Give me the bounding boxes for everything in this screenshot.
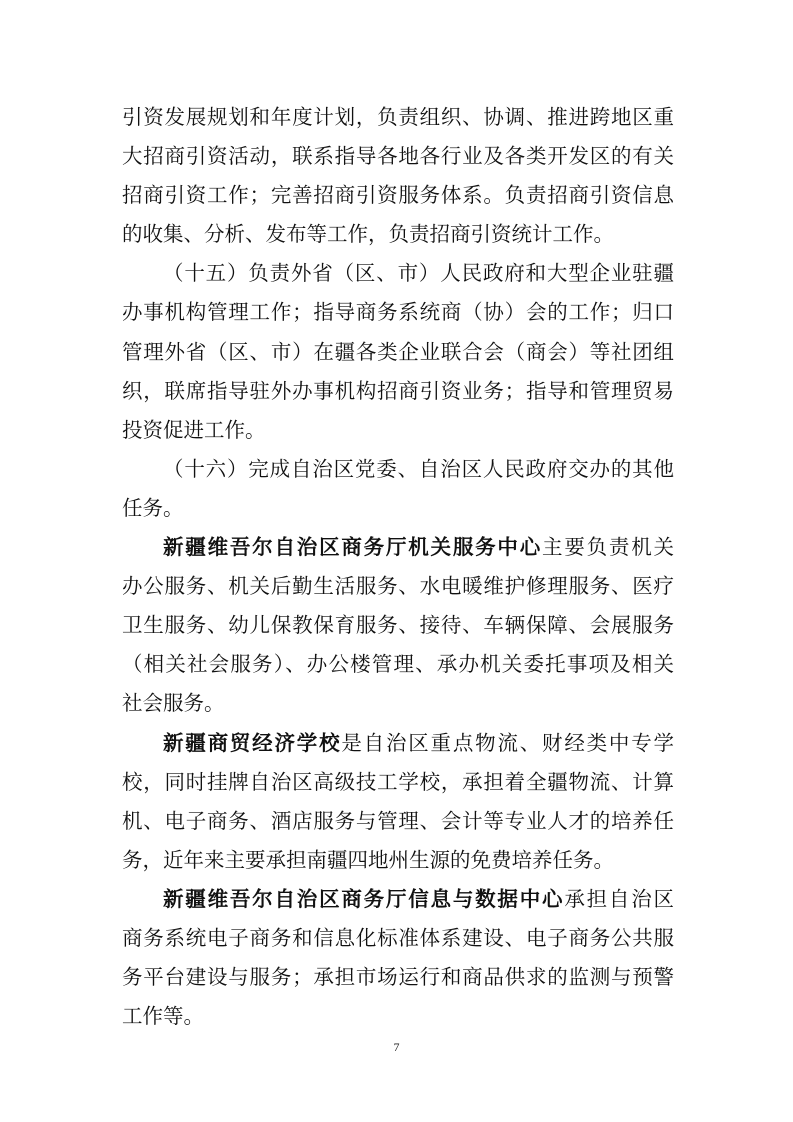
line-text: 务平台建设与服务；承担市场运行和商品供求的监测与预警: [122, 965, 674, 990]
text-line: [122, 645, 674, 684]
line-text: 的收集、分析、发布等工作，负责招商引资统计工作。: [122, 222, 614, 247]
line-text: （相关社会服务）、办公楼管理、承办机关委托事项及相关: [122, 652, 674, 677]
line-text: 投资促进工作。: [122, 417, 266, 442]
paragraph: [122, 450, 674, 528]
text-line: [122, 802, 674, 841]
organization-name: 新疆商贸经济学校: [163, 730, 342, 755]
text-line: [122, 841, 674, 880]
line-text: 大招商引资活动，联系指导各地各行业及各类开发区的有关: [122, 144, 674, 169]
text-line: [122, 763, 674, 802]
paragraph: [122, 98, 674, 254]
line-text: 务，近年来主要承担南疆四地州生源的免费培养任务。: [122, 847, 614, 872]
text-line: [122, 880, 674, 919]
text-line: [122, 254, 674, 293]
line-text: 主要负责机关: [542, 535, 675, 560]
line-text: 办事机构管理工作；指导商务系统商（协）会的工作；归口: [122, 300, 674, 325]
text-line: [122, 567, 674, 606]
text-line: [122, 137, 674, 176]
text-line: [122, 372, 674, 411]
paragraph: [122, 724, 674, 880]
text-line: [122, 997, 674, 1036]
text-line: [122, 450, 674, 489]
text-line: [122, 489, 674, 528]
line-text: （十六）完成自治区党委、自治区人民政府交办的其他: [163, 456, 674, 481]
line-text: 办公服务、机关后勤生活服务、水电暖维护修理服务、医疗: [122, 574, 674, 599]
line-text: （十五）负责外省（区、市）人民政府和大型企业驻疆: [163, 261, 674, 286]
line-text: 管理外省（区、市）在疆各类企业联合会（商会）等社团组: [122, 339, 674, 364]
line-text: 社会服务。: [122, 691, 225, 716]
line-text: 机、电子商务、酒店服务与管理、会计等专业人才的培养任: [122, 808, 674, 833]
text-line: [122, 606, 674, 645]
line-text: 招商引资工作；完善招商引资服务体系。负责招商引资信息: [122, 183, 674, 208]
page-number: 7: [393, 1040, 400, 1054]
text-line: [122, 958, 674, 997]
line-text: 卫生服务、幼儿保教保育服务、接待、车辆保障、会展服务: [122, 613, 674, 638]
organization-name: 新疆维吾尔自治区商务厅信息与数据中心: [163, 886, 565, 911]
line-text: 引资发展规划和年度计划，负责组织、协调、推进跨地区重: [122, 105, 674, 129]
line-text: 校，同时挂牌自治区高级技工学校，承担着全疆物流、计算: [122, 769, 674, 794]
line-text: 任务。: [122, 495, 184, 520]
text-line: [122, 919, 674, 958]
text-line: [122, 333, 674, 372]
body-text: [122, 98, 674, 1036]
text-line: [122, 684, 674, 723]
text-line: [122, 528, 674, 567]
paragraph: [122, 880, 674, 1036]
paragraph: [122, 528, 674, 723]
text-line: [122, 215, 674, 254]
line-text: 承担自治区: [564, 886, 675, 911]
organization-name: 新疆维吾尔自治区商务厅机关服务中心: [163, 535, 543, 560]
line-text: 是自治区重点物流、财经类中专学: [341, 730, 675, 755]
text-line: [122, 176, 674, 215]
text-line: [122, 293, 674, 332]
text-line: [122, 411, 674, 450]
line-text: 商务系统电子商务和信息化标准体系建设、电子商务公共服: [122, 925, 674, 950]
text-line: [122, 98, 674, 137]
paragraph: [122, 254, 674, 449]
line-text: 织，联席指导驻外办事机构招商引资业务；指导和管理贸易: [122, 378, 674, 403]
line-text: 工作等。: [122, 1004, 204, 1029]
text-line: [122, 724, 674, 763]
